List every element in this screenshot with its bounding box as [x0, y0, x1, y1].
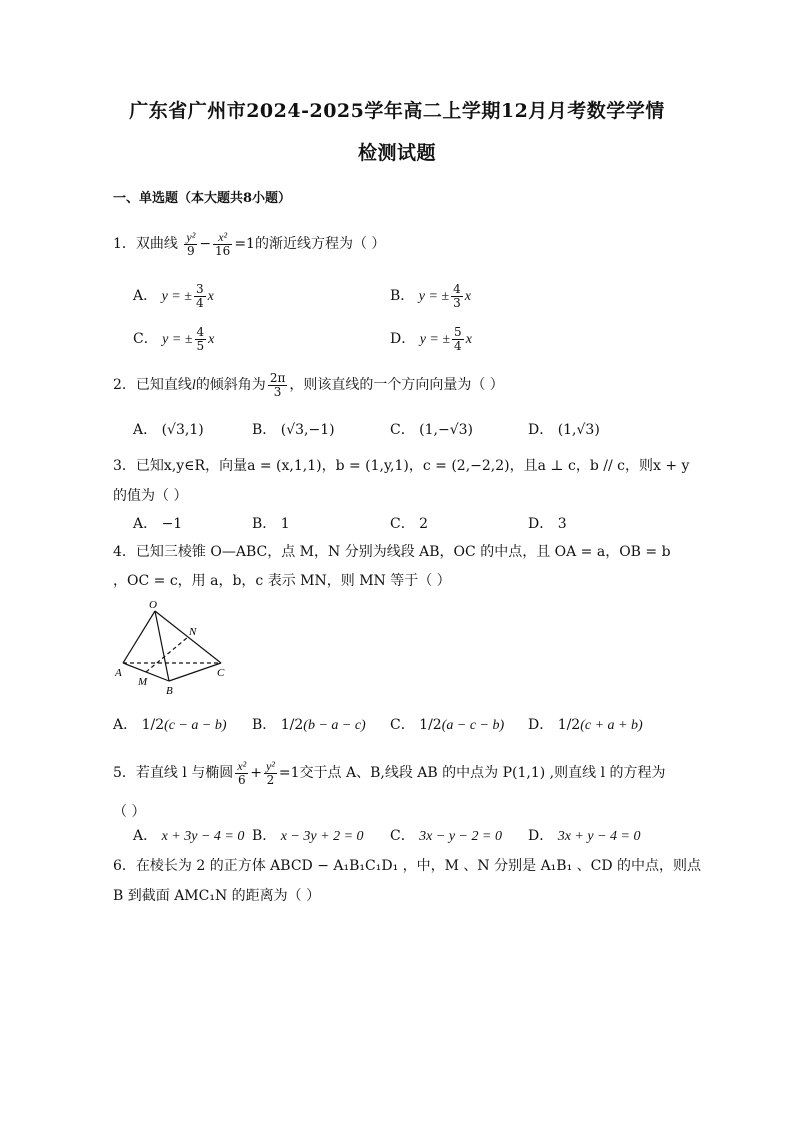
question-stem-prefix: 双曲线 [135, 236, 178, 253]
exam-title-line1: 广东省广州市2024-2025学年高二上学期12月月考数学学情 [129, 100, 665, 122]
segment-mn [146, 637, 188, 672]
question-3-line2: 的值为（ ） [113, 488, 188, 504]
q3-option-c[interactable]: C． 2 [390, 516, 429, 532]
line-variable: l [191, 378, 196, 394]
tetrahedron-figure [113, 597, 233, 697]
q2-option-b[interactable]: B． (√3,−1) [252, 422, 335, 438]
q1-option-b[interactable]: B． y = ± $\frac{4}{3}$ x [390, 282, 471, 310]
label-o: O [149, 599, 157, 611]
question-number: 1． [113, 236, 136, 253]
q2-option-d[interactable]: D． (1,√3) [528, 422, 600, 438]
question-stem-line1: 在棱长为 2 的正方体 ABCD − A₁B₁C₁D₁ ，中，M 、N 分别是 A₁B₁ 、CD 的中点，则点 [135, 858, 702, 874]
fraction-x2-over-6: $\frac{\text{x²}}{6}$ [237, 759, 247, 787]
label-b: B [166, 685, 173, 697]
question-4-line2: ，OC = c，用 a，b，c 表示 MN，则 MN 等于（ ） [113, 573, 451, 589]
question-number: 3． [113, 458, 136, 474]
question-stem-mid: 的倾斜角为 [195, 377, 266, 394]
plus-sign: + [250, 765, 262, 782]
label-a: A [115, 667, 122, 679]
minus-sign: − [199, 236, 212, 253]
question-5 [113, 760, 666, 786]
question-5-line2: （ ） [113, 804, 146, 820]
q5-option-a[interactable]: A． x + 3y − 4 = 0 [133, 828, 245, 844]
question-stem-suffix: 交于点 A、B,线段 AB 的中点为 P(1,1) ,则直线 l 的方程为 [299, 765, 666, 782]
label-m: M [138, 676, 148, 688]
q4-option-c[interactable]: C． 1/2(a − c − b) [390, 717, 505, 733]
question-stem-prefix: 若直线 l 与椭圆 [135, 765, 234, 782]
question-stem-line1: 已知三棱锥 O—ABC，点 M，N 分别为线段 AB，OC 的中点，且 OA = a，OB = b [135, 544, 671, 560]
edge-oc [155, 611, 221, 663]
fraction-x2-over-16: $\frac{\text{x²}}{16}$ [215, 230, 231, 258]
q4-option-b[interactable]: B． 1/2(b − a − c) [252, 717, 366, 733]
exam-title-line2: 检测试题 [357, 142, 436, 164]
q4-option-a[interactable]: A． 1/2(c − a − b) [113, 717, 227, 733]
q2-option-a[interactable]: A． (√3,1) [133, 422, 204, 438]
question-6-line2: B 到截面 AMC₁N 的距离为（ ） [113, 888, 321, 904]
question-6 [113, 855, 701, 875]
edge-ob [155, 611, 169, 681]
q3-option-d[interactable]: D． 3 [528, 516, 567, 532]
question-number: 5． [113, 765, 136, 782]
q2-option-c[interactable]: C． (1,−√3) [390, 422, 474, 438]
q1-option-c[interactable]: C． y = ± $\frac{4}{5}$ x [133, 325, 215, 353]
fraction-y2-over-2: $\frac{\text{y²}}{2}$ [265, 759, 275, 787]
edge-oa [123, 611, 155, 663]
question-4 [113, 541, 671, 561]
q4-option-d[interactable]: D． 1/2(c + a + b) [528, 717, 643, 733]
q1-option-a[interactable]: A． y = ± $\frac{3}{4}$ x [133, 282, 214, 310]
equation-rhs: =1 [234, 236, 255, 253]
question-stem-line1: 已知x,y∈R，向量a = (x,1,1)，b = (1,y,1)，c = (2,−2,2)，且a ⊥ c，b // c，则x + y [135, 458, 690, 474]
q1-option-d[interactable]: D． y = ± $\frac{5}{4}$ x [390, 325, 472, 353]
question-3 [113, 455, 689, 475]
question-stem-suffix: 的渐近线方程为（ ） [254, 236, 386, 253]
q5-option-b[interactable]: B． x − 3y + 2 = 0 [252, 828, 364, 844]
label-c: C [217, 667, 225, 679]
q5-option-d[interactable]: D． 3x + y − 4 = 0 [528, 828, 641, 844]
question-2 [113, 372, 504, 398]
question-stem-suffix: ，则该直线的一个方向向量为（ ） [289, 377, 504, 394]
question-number: 2． [113, 377, 136, 394]
equation-rhs: =1 [278, 765, 300, 782]
q5-option-c[interactable]: C． 3x − y − 2 = 0 [390, 828, 502, 844]
section-heading: 一、单选题（本大题共8小题） [113, 191, 292, 206]
q3-option-a[interactable]: A． −1 [133, 516, 183, 532]
question-stem-prefix: 已知直线 [135, 377, 192, 394]
question-number: 6． [113, 858, 136, 874]
q3-option-b[interactable]: B． 1 [252, 516, 290, 532]
angle-fraction: $\frac{2\pi}{3}$ [269, 371, 286, 399]
label-n: N [189, 626, 197, 638]
edge-bc [169, 663, 221, 681]
question-1 [113, 231, 385, 257]
fraction-y2-over-9: $\frac{\text{y²}}{9}$ [186, 230, 196, 258]
question-number: 4． [113, 544, 136, 560]
